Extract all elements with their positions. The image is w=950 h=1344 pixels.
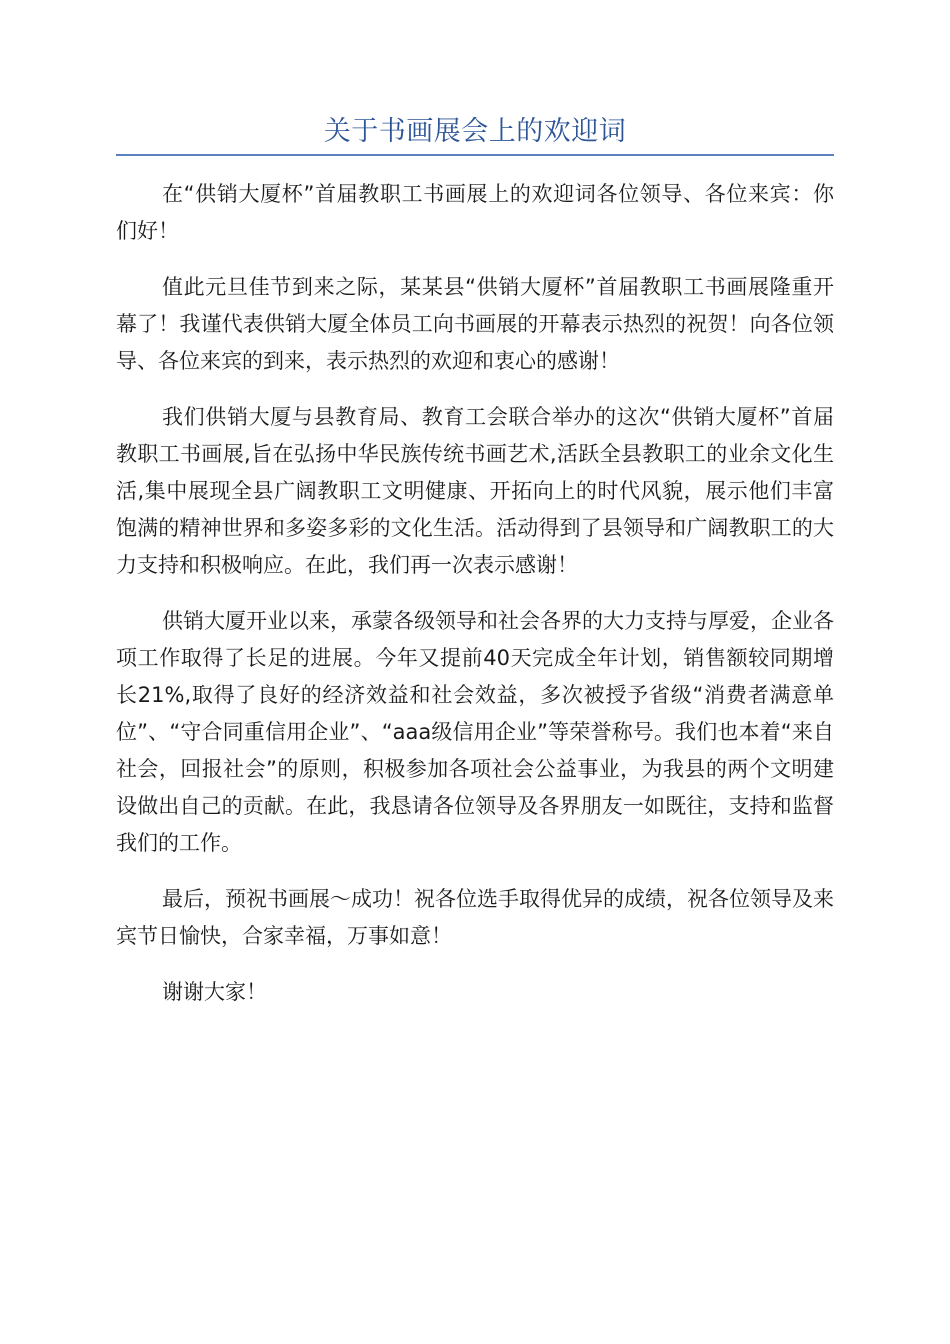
paragraph-thanks: 谢谢大家！ — [162, 980, 267, 1004]
paragraph-wishes: 最后，预祝书画展～成功！祝各位选手取得优异的成绩，祝各位领导及来宾节日愉快，合家幸福，万事如意！ — [116, 887, 834, 948]
paragraph-exhibition-purpose: 我们供销大厦与县教育局、教育工会联合举办的这次“供销大厦杯”首届教职工书画展,旨在弘扬中华民族传统书画艺术,活跃全县教职工的业余文化生活,集中展现全县广阔教职工文明健康、开拓向上的时代风貌，展示他们丰富饱满的精神世界和多姿多彩的文化生活。活动得到了县领导和广阔教职工的大力支持和积极响应。在此，我们再一次表示感谢！ — [116, 405, 834, 577]
paragraph-greeting: 在“供销大厦杯”首届教职工书画展上的欢迎词各位领导、各位来宾：你们好！ — [116, 182, 834, 243]
paragraph-company-achievements: 供销大厦开业以来，承蒙各级领导和社会各界的大力支持与厚爱，企业各项工作取得了长足的进展。今年又提前40天完成全年计划，销售额较同期增长21%,取得了良好的经济效益和社会效益，多次被授予省级“消费者满意单位”、“守合同重信用企业”、“aaa级信用企业”等荣誉称号。我们也本着“来自社会，回报社会”的原则，积极参加各项社会公益事业，为我县的两个文明建设做出自己的贡献。在此，我恳请各位领导及各界朋友一如既往，支持和监督我们的工作。 — [116, 609, 834, 855]
paragraph-opening: 值此元旦佳节到来之际，某某县“供销大厦杯”首届教职工书画展隆重开幕了！我谨代表供销大厦全体员工向书画展的开幕表示热烈的祝贺！向各位领导、各位来宾的到来，表示热烈的欢迎和衷心的感谢！ — [116, 275, 834, 373]
document-title: 关于书画展会上的欢迎词 — [323, 116, 627, 147]
document-body — [116, 176, 834, 1030]
title-underline — [116, 154, 834, 156]
